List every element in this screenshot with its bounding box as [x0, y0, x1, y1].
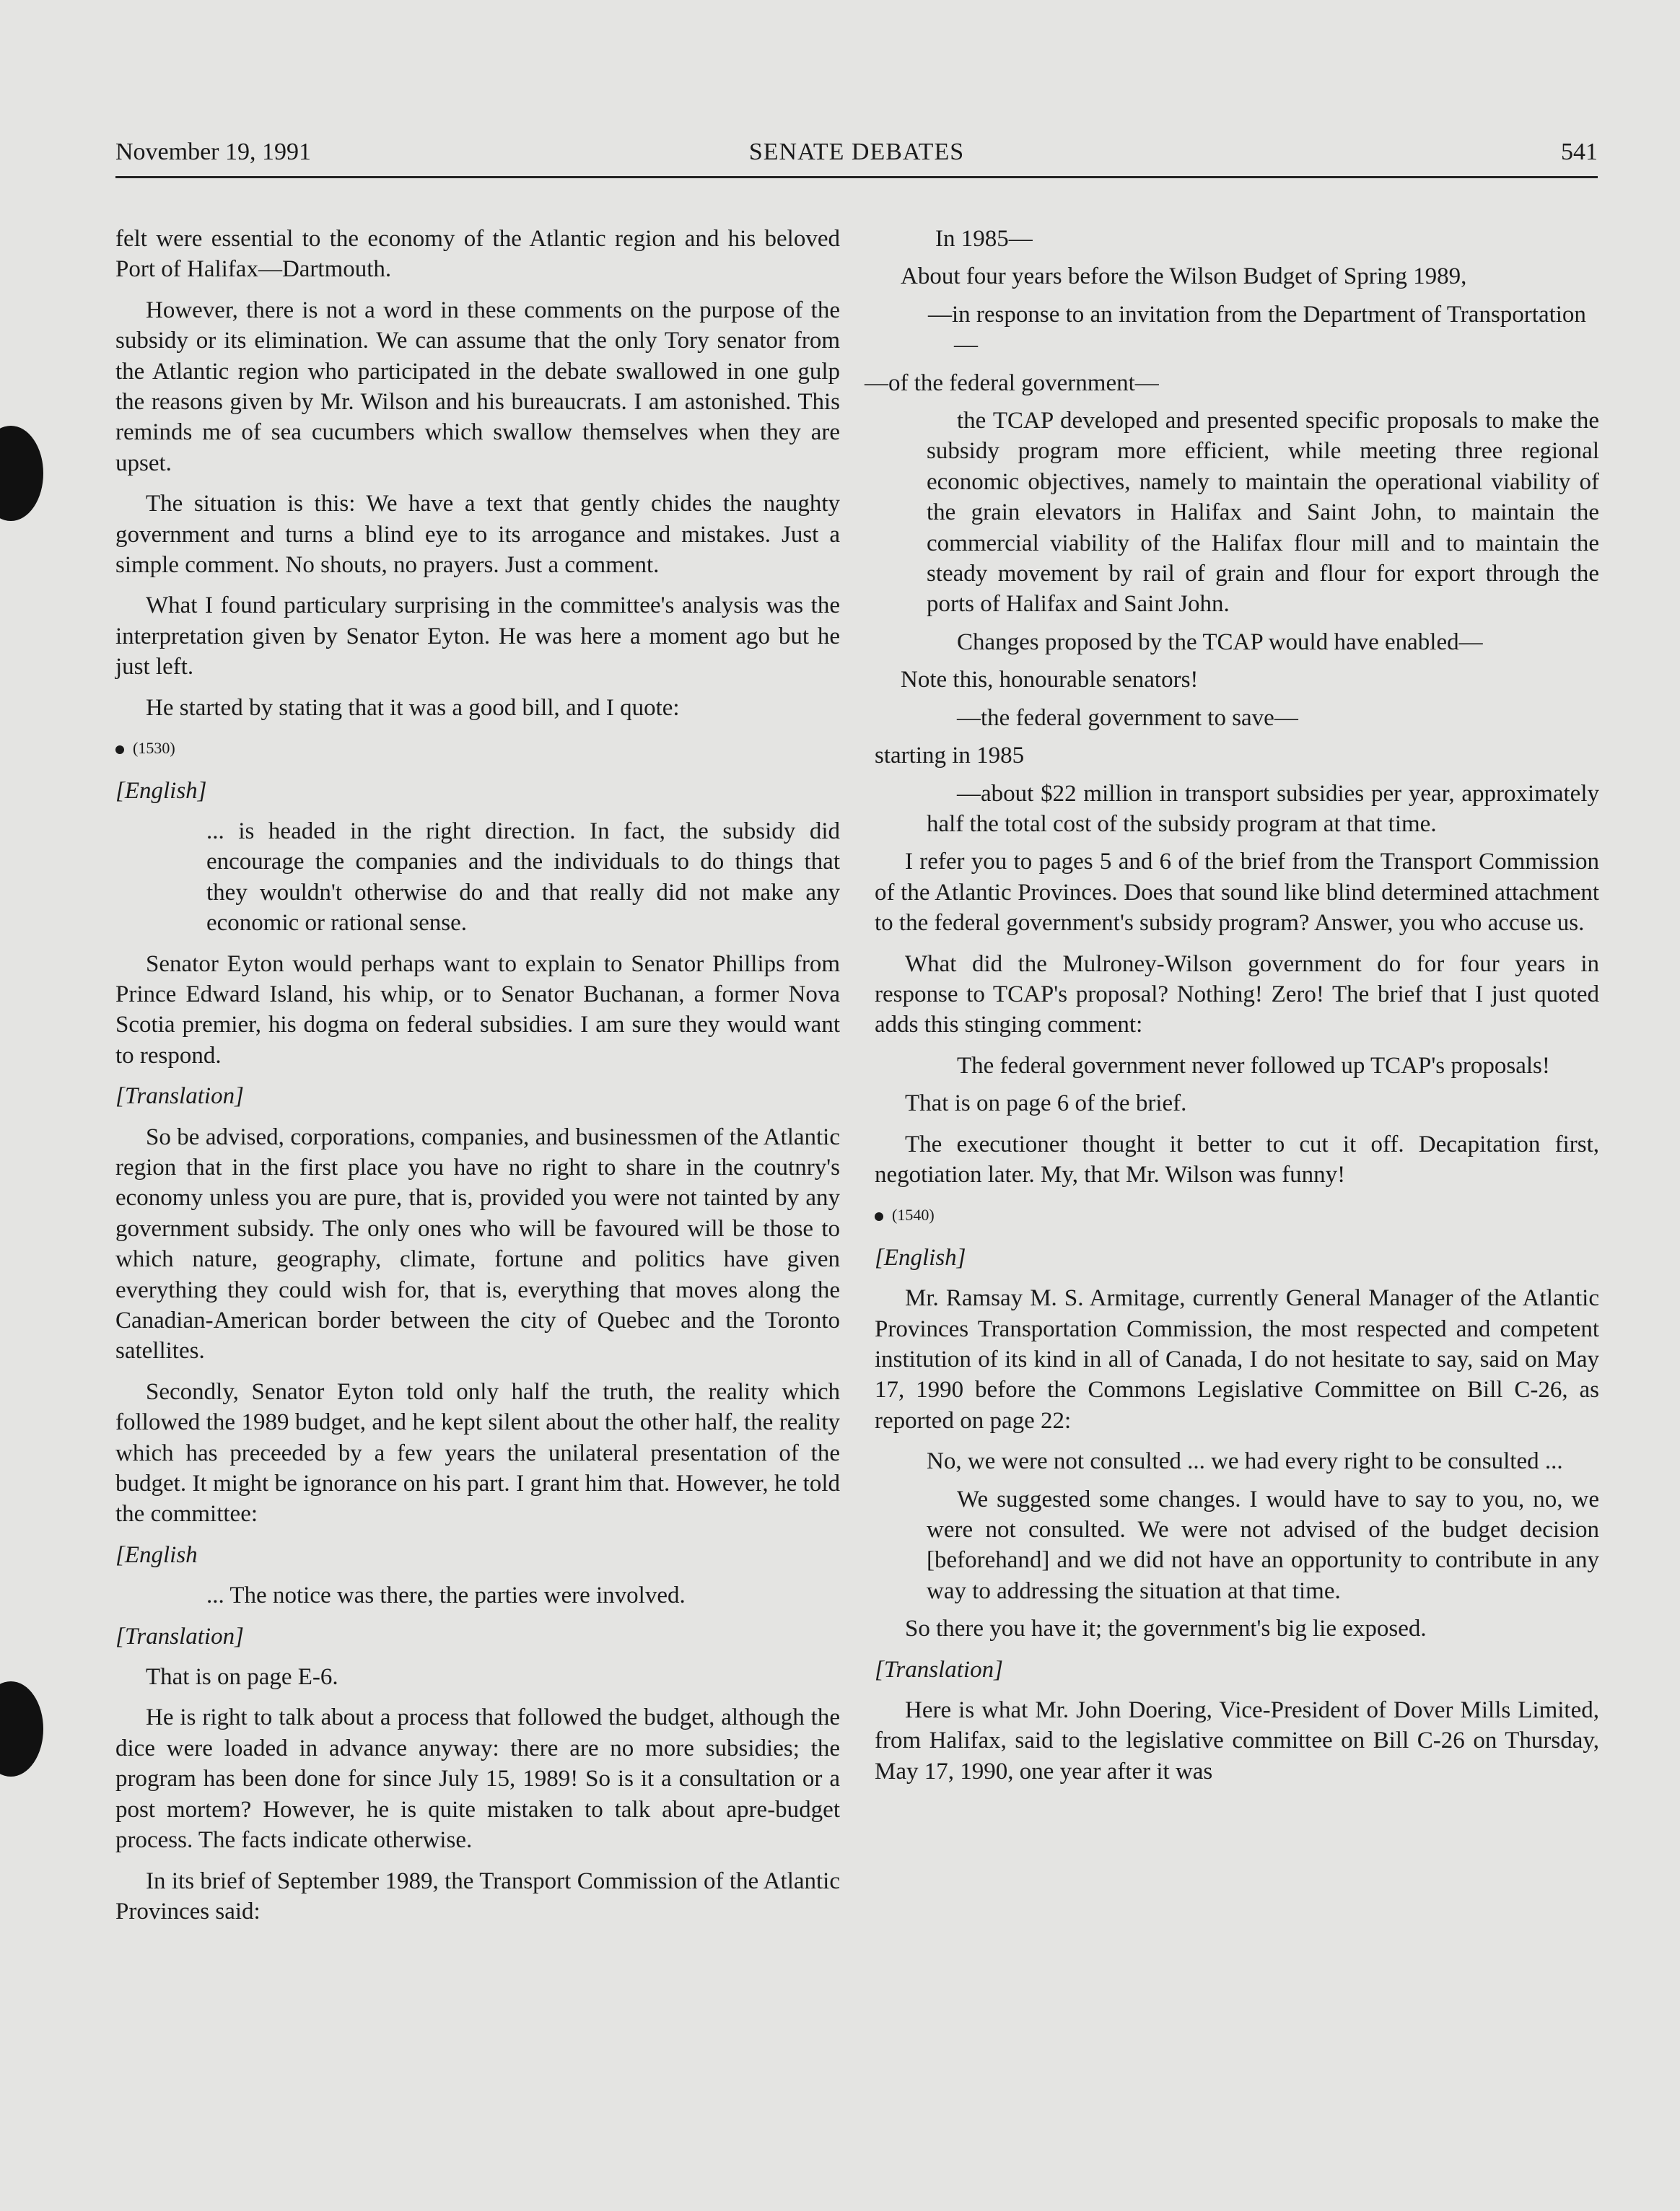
paragraph: The executioner thought it better to cut it off. Decapitation first, negotiation later. My, that Mr. Wilson was funny! — [875, 1131, 1599, 1188]
paragraph: He started by stating that it was a good bill, and I quote: — [146, 694, 680, 721]
quoted-line: In 1985— — [935, 226, 1033, 252]
paragraph: Senator Eyton would perhaps want to explain to Senator Phillips from Prince Edward Island, his whip, or to Senator Buchanan, a former Nova Scotia premier, his dogma on federal subsidies. I am sure they would want to respond. — [115, 950, 840, 1069]
time-marker — [875, 1200, 1599, 1230]
left-column — [115, 224, 840, 1937]
paragraph: So there you have it; the government's big lie exposed. — [905, 1616, 1427, 1642]
time-marker — [115, 733, 840, 763]
language-label: [Translation] — [115, 1623, 244, 1650]
header-date: November 19, 1991 — [115, 139, 312, 165]
bullet-dot-icon — [875, 1212, 883, 1221]
page-header — [115, 136, 1598, 178]
interjection: About four years before the Wilson Budget of Spring 1989, — [901, 263, 1467, 290]
paragraph: Mr. Ramsay M. S. Armitage, currently General Manager of the Atlantic Provinces Transportation Commission, the most respected and competent institution of its kind in all of Canada, I do not hesitate to say, said on May 17, 1990 before the Commons Legislative Committee on Bill C-26, as reported on page 22: — [875, 1285, 1599, 1434]
block-quote: The federal government never followed up TCAP's proposals! — [957, 1052, 1550, 1079]
paragraph: Secondly, Senator Eyton told only half the truth, the reality which followed the 1989 budget, and he kept silent about the other half, the reality which has preceeded by a few years the unilateral presentation of the budget. It might be ignorance on his part. I grant him that. However, he told the committee: — [115, 1378, 840, 1528]
block-quote: No, we were not consulted ... we had every right to be consulted ... — [927, 1448, 1563, 1475]
language-label: [English — [115, 1541, 198, 1568]
paragraph: What did the Mulroney-Wilson government do for four years in response to TCAP's proposal? Nothing! Zero! The brief that I just quoted adds this stinging comment: — [875, 950, 1599, 1038]
paragraph: I refer you to pages 5 and 6 of the brief from the Transport Commission of the Atlantic Provinces. Does that sound like blind determined attachment to the federal government's subsidy program? Answer, you who accuse us. — [875, 849, 1599, 937]
interjection: —of the federal government— — [865, 369, 1159, 396]
block-quote: the TCAP developed and presented specific proposals to make the subsidy program more efficient, while meeting three regional economic objectives, namely to maintain the operational viability of the grain elevators in Halifax and Saint John, to maintain the commercial viability of the Halifax flour mill and to maintain the steady movement by rail of grain and flour for export through the ports of Halifax and Saint John. — [927, 408, 1599, 618]
language-label: [Translation] — [875, 1656, 1003, 1683]
quoted-line: —the federal government to save— — [957, 704, 1298, 731]
paragraph: The situation is this: We have a text that gently chides the naughty government and turns a blind eye to its arrogance and mistakes. Just a simple comment. No shouts, no prayers. Just a comment. — [115, 491, 840, 579]
language-label: [English] — [875, 1244, 966, 1271]
language-label: [English] — [115, 777, 207, 804]
interjection: starting in 1985 — [875, 743, 1025, 769]
paragraph: What I found particulary surprising in the committee's analysis was the interpretation given by Senator Eyton. He was here a moment ago but he just left. — [115, 592, 840, 680]
bullet-dot-icon — [115, 745, 124, 754]
paragraph: In its brief of September 1989, the Transport Commission of the Atlantic Provinces said: — [115, 1868, 840, 1925]
punch-hole-top — [0, 426, 43, 521]
paragraph: So be advised, corporations, companies, and businessmen of the Atlantic region that in the first place you have no right to share in the coutnry's economy unless you are pure, that is, provided you were not tainted by any government subsidy. The only ones who will be favoured will be those to which nature, geography, climate, fortune and politics have given everything they could wish for, that is, everything that moves along the Canadian-American border between the city of Quebec and the Toronto satellites. — [115, 1124, 840, 1365]
punch-hole-bottom — [0, 1681, 43, 1777]
paragraph: He is right to talk about a process that followed the budget, although the dice were loaded in advance anyway: there are no more subsidies; the program has been done for since July 15, 1989! So is it a consultation or a post mortem? However, he is quite mistaken to talk about apre-budget process. The facts indicate otherwise. — [115, 1704, 840, 1854]
paragraph: That is on page 6 of the brief. — [905, 1090, 1187, 1117]
time-marker-text: (1540) — [892, 1206, 935, 1225]
block-quote: We suggested some changes. I would have to say to you, no, we were not consulted. We were not advised of the budget decision [beforehand] and we did not have an opportunity to contribute in any way to addressing the situation at that time. — [927, 1486, 1599, 1604]
block-quote: ... is headed in the right direction. In fact, the subsidy did encourage the companies and the individuals to do things that they wouldn't otherwise do and that really did not make any economic or rational sense. — [206, 818, 840, 937]
paragraph: felt were essential to the economy of the Atlantic region and his beloved Port of Halifax—Dartmouth. — [115, 226, 840, 283]
interjection: Note this, honourable senators! — [901, 667, 1199, 693]
quoted-line: Changes proposed by the TCAP would have enabled— — [957, 629, 1483, 655]
paragraph: That is on page E-6. — [146, 1664, 338, 1691]
right-column — [865, 224, 1599, 1797]
paragraph: However, there is not a word in these comments on the purpose of the subsidy or its elimination. We can assume that the only Tory senator from the Atlantic region who participated in the debate swallowed in one gulp the reasons given by Mr. Wilson and his bureaucrats. I am astonished. This reminds me of sea cucumbers which swallow themselves when they are upset. — [115, 297, 840, 476]
block-quote: ... The notice was there, the parties were involved. — [206, 1582, 686, 1609]
language-label: [Translation] — [115, 1083, 244, 1110]
time-marker-text: (1530) — [133, 739, 175, 758]
quoted-line: —in response to an invitation from the Department of Transportation— — [928, 301, 1586, 359]
paragraph: Here is what Mr. John Doering, Vice-President of Dover Mills Limited, from Halifax, said to the legislative committee on Bill C-26 on Thursday, May 17, 1990, one year after it was — [875, 1697, 1599, 1785]
header-title: SENATE DEBATES — [748, 139, 965, 165]
header-page-number: 541 — [1561, 139, 1598, 165]
block-quote: —about $22 million in transport subsidies per year, approximately half the total cost of the subsidy program at that time. — [927, 780, 1599, 837]
